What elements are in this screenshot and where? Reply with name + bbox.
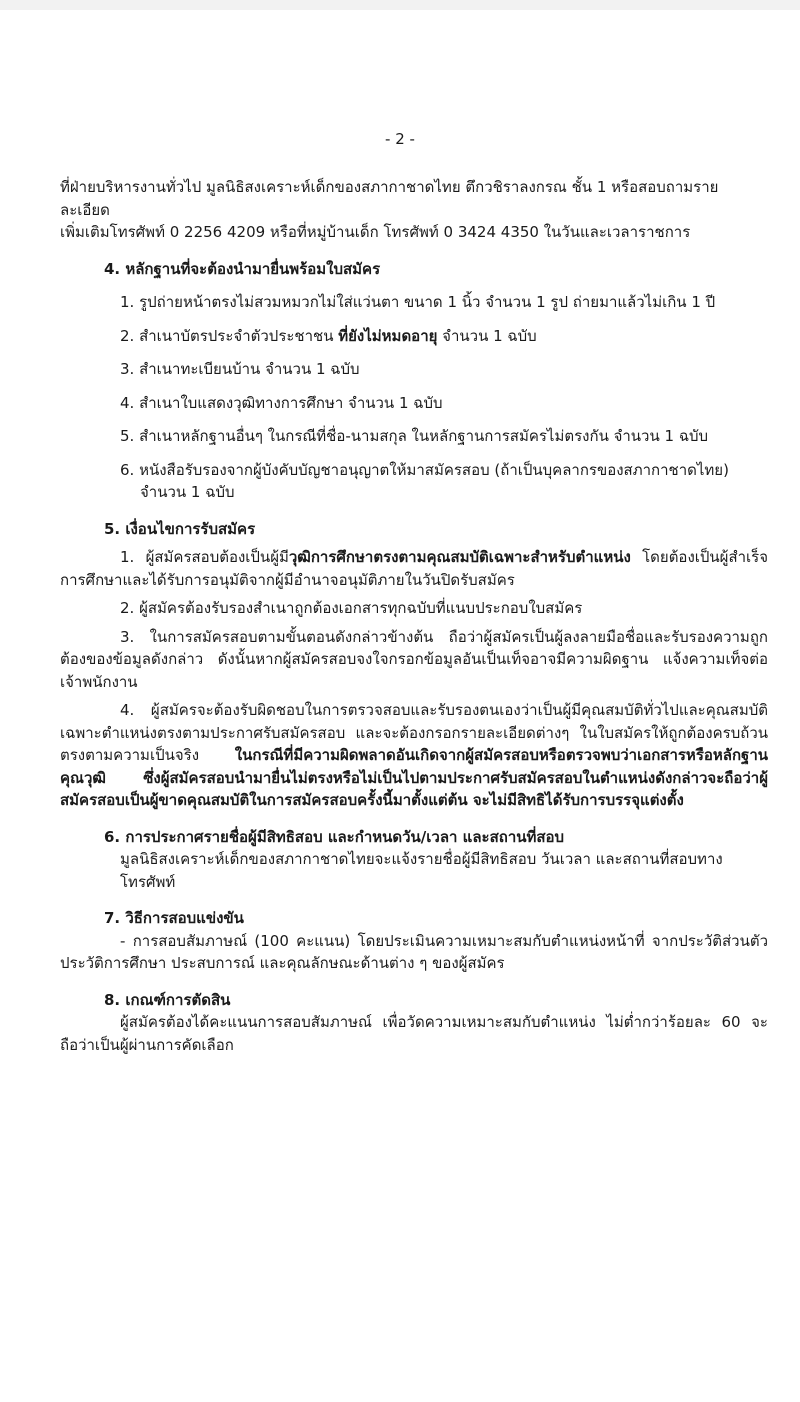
scan-edge	[0, 0, 800, 10]
condition-1-post: โดยต้องเป็นผู้สำเร็จการศึกษาและได้รับการอนุมัติจากผู้มีอำนาจอนุมัติภายในวันปิดรับสมัคร	[60, 548, 769, 589]
section-4-heading: 4. หลักฐานที่จะต้องนำมายื่นพร้อมใบสมัคร	[104, 259, 381, 278]
document-item-2-pre: 2. สำเนาบัตรประจำตัวประชาชน	[120, 326, 339, 345]
condition-3: 3. ในการสมัครสอบตามขั้นตอนดังกล่าวข้างต้น ถือว่าผู้สมัครเป็นผู้ลงลายมือชื่อและรับรองความถูกต้องของข้อมูลดังกล่าว ดังนั้นหากผู้สมัครสอบจงใจกรอกข้อมูลอันเป็นเท็จอาจมีความผิดฐาน แจ้งความเท็จต่อเจ้าพนักงาน	[60, 627, 768, 691]
section-7-body: - การสอบสัมภาษณ์ (100 คะแนน) โดยประเมินความเหมาะสมกับตำแหน่งหน้าที่ จากประวัติส่วนตัว ประวัติการศึกษา ประสบการณ์ และคุณลักษณะด้านต่าง ๆ ของผู้สมัคร	[60, 931, 768, 972]
section-conditions	[60, 518, 768, 812]
section-criteria	[60, 989, 768, 1057]
section-5-heading: 5. เงื่อนไขการรับสมัคร	[104, 519, 256, 538]
document-item-6-cont: จำนวน 1 ฉบับ	[140, 483, 235, 501]
section-exam-method	[60, 907, 768, 975]
document-item-2	[120, 325, 768, 348]
condition-4-bold: ในกรณีที่มีความผิดพลาดอันเกิดจากผู้สมัครสอบหรือตรวจพบว่าเอกสารหรือหลักฐานคุณวุฒิ ซึ่งผู้สมัครสอบนำมายื่นไม่ตรงหรือไม่เป็นไปตามประกาศรับสมัครสอบในตำแหน่งดังกล่าวจะถือว่าผู้สมัครสอบเป็นผู้ขาดคุณสมบัติในการสมัครสอบครั้งนี้มาตั้งแต่ต้น จะไม่มีสิทธิได้รับการบรรจุแต่งตั้ง	[60, 746, 768, 809]
document-item-5: 5. สำเนาหลักฐานอื่นๆ ในกรณีที่ชื่อ-นามสกุล ในหลักฐานการสมัครไม่ตรงกัน จำนวน 1 ฉบับ	[120, 427, 709, 445]
section-6-heading: 6. การประกาศรายชื่อผู้มีสิทธิสอบ และกำหนดวัน/เวลา และสถานที่สอบ	[104, 827, 565, 846]
section-documents	[60, 258, 768, 504]
section-7-heading: 7. วิธีการสอบแข่งขัน	[104, 909, 244, 927]
document-item-3: 3. สำเนาทะเบียนบ้าน จำนวน 1 ฉบับ	[120, 360, 360, 378]
intro-line-1: ที่ฝ่ายบริหารงานทั่วไป มูลนิธิสงเคราะห์เด็กของสภากาชาดไทย ตึกวชิราลงกรณ ชั้น 1 หรือสอบถามรายละเอียด	[60, 178, 719, 219]
document-item-1: 1. รูปถ่ายหน้าตรงไม่สวมหมวกไม่ใส่แว่นตา ขนาด 1 นิ้ว จำนวน 1 รูป ถ่ายมาแล้วไม่เกิน 1 ปี	[120, 293, 716, 311]
condition-1-pre: 1. ผู้สมัครสอบต้องเป็นผู้มี	[120, 548, 289, 566]
section-announcement	[60, 826, 768, 894]
condition-1	[60, 546, 768, 591]
condition-1-bold: วุฒิการศึกษาตรงตามคุณสมบัติเฉพาะสำหรับตำแหน่ง	[288, 548, 631, 566]
condition-4-pre: 4. ผู้สมัครจะต้องรับผิดชอบในการตรวจสอบและรับรองตนเองว่าเป็นผู้มีคุณสมบัติทั่วไปและคุณสมบัติเฉพาะตำแหน่งตรงตามประกาศรับสมัครสอบ และจะต้องกรอกรายละเอียดต่างๆ ในใบสมัครให้ถูกต้องครบถ้วนตรงตามความเป็นจริง	[60, 701, 768, 764]
condition-2: 2. ผู้สมัครต้องรับรองสำเนาถูกต้องเอกสารทุกฉบับที่แนบประกอบใบสมัคร	[120, 599, 583, 617]
document-item-4: 4. สำเนาใบแสดงวุฒิทางการศึกษา จำนวน 1 ฉบับ	[120, 393, 443, 412]
intro-paragraph	[60, 176, 768, 244]
document-item-2-bold: ที่ยังไม่หมดอายุ	[338, 326, 438, 345]
document-item-2-post: จำนวน 1 ฉบับ	[437, 326, 537, 345]
document-body	[60, 176, 768, 1070]
document-item-6: 6. หนังสือรับรองจากผู้บังคับบัญชาอนุญาตให้มาสมัครสอบ (ถ้าเป็นบุคลากรของสภากาชาดไทย)	[120, 460, 729, 479]
intro-line-2: เพิ่มเติมโทรศัพท์ 0 2256 4209 หรือที่หมู่บ้านเด็ก โทรศัพท์ 0 3424 4350 ในวันและเวลาราชการ	[60, 223, 691, 241]
condition-4	[60, 699, 768, 812]
section-8-heading: 8. เกณฑ์การตัดสิน	[104, 990, 231, 1009]
section-6-body: มูลนิธิสงเคราะห์เด็กของสภากาชาดไทยจะแจ้งรายชื่อผู้มีสิทธิสอบ วันเวลา และสถานที่สอบทางโทรศัพท์	[120, 850, 723, 891]
page-number: - 2 -	[385, 130, 415, 148]
section-8-body: ผู้สมัครต้องได้คะแนนการสอบสัมภาษณ์ เพื่อวัดความเหมาะสมกับตำแหน่ง ไม่ต่ำกว่าร้อยละ 60 จะถือว่าเป็นผู้ผ่านการคัดเลือก	[60, 1013, 768, 1054]
